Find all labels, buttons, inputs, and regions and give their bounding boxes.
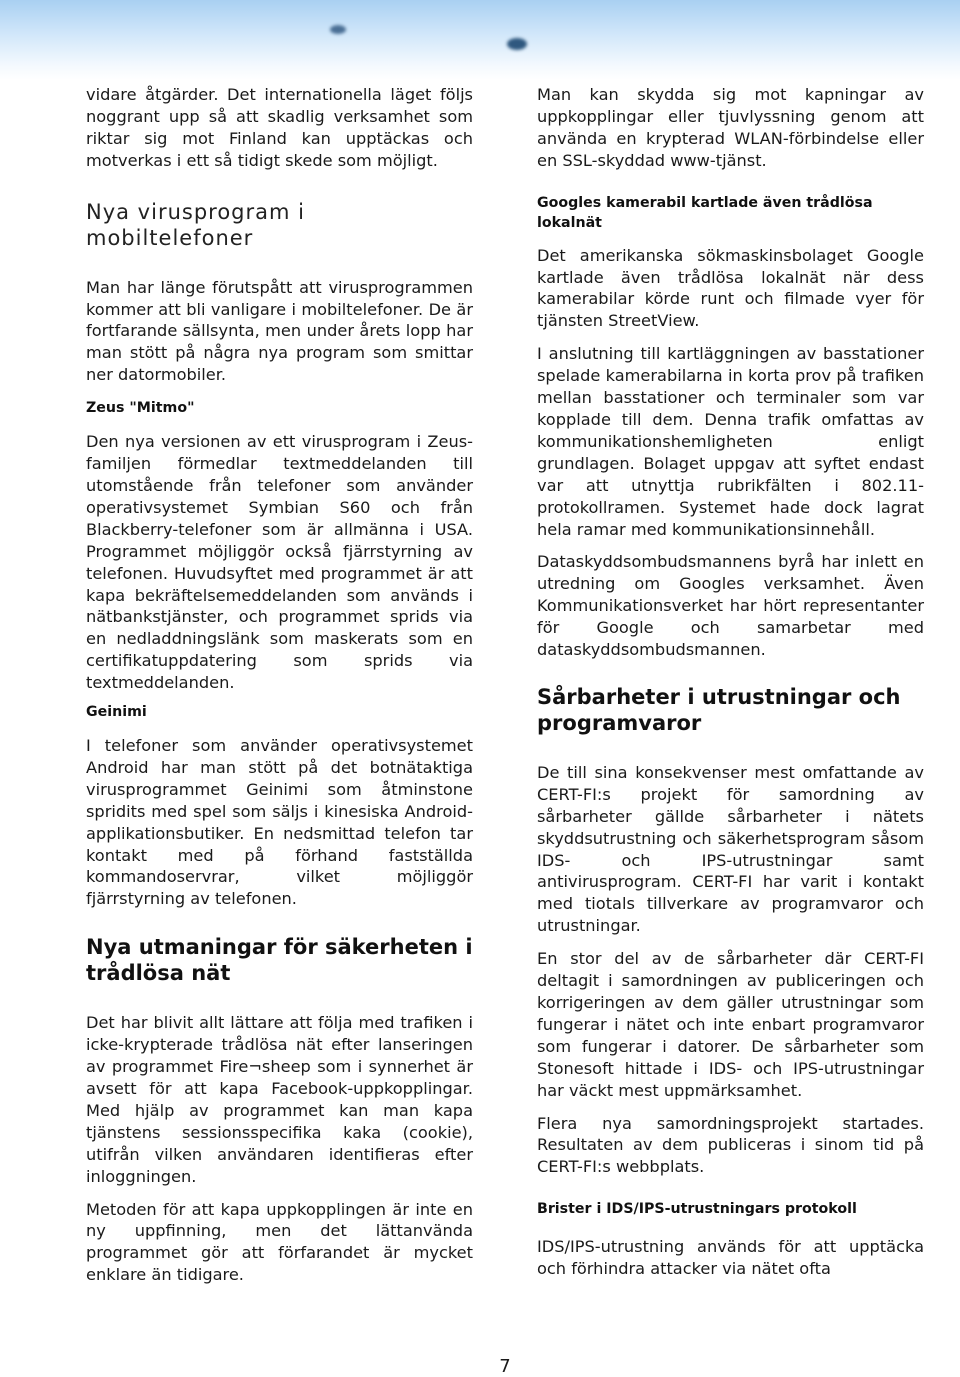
sentence: Programmet möjliggör också fjärrstyrning av telefonen. [86, 541, 473, 583]
paragraph [537, 948, 924, 1101]
sentence: CERT-FI har varit i kontakt med tiotals tillverkare av programvaror och utrustningar. [537, 872, 924, 936]
paragraph [537, 343, 924, 540]
paragraph: Man kan skydda sig mot kapningar av uppkopplingar eller tjuvlyssning genom att använda en krypterad WLAN-förbindelse eller en SSL-skyddad www-tjänst. [537, 85, 924, 170]
sentence: De är fortfarande sällsynta, men under årets lopp har man stött på några nya program som smittar ner datormobiler. [86, 299, 473, 385]
sentence: Systemet hade dock lagrat hela ramar med kommunikationsinnehåll. [537, 497, 924, 539]
sentence: Den nya versionen av ett virusprogram i Zeus-familjen förmedlar textmeddelanden till utomstående från telefoner som använder operativsystemet Symbian S60 och från Blackberry-telefoner som är allmänna i USA. [86, 432, 473, 539]
sentence: Bolaget uppgav att syftet endast var att utnyttja rubrikfälten i 802.11-protokollramen. [537, 453, 924, 517]
heading-virus-mobile: Nya virusprogram i mobiltelefoner [86, 199, 305, 250]
paragraph: Det amerikanska sökmaskinsbolaget Google kartlade även trådlösa lokalnät när dess kamerabilar körde runt och filmade vyer för tjänsten StreetView. [537, 245, 924, 331]
sentence: De sårbarheter som Stonesoft hittade i IDS- och IPS-utrustningar har väckt mest uppmärksamhet. [537, 1036, 924, 1100]
subheading-ids: Brister i IDS/IPS-utrustningars protokoll [537, 1201, 857, 1218]
sentence: Man har länge förutspått att virusprogrammen kommer att bli vanligare i mobiltelefoner. [86, 277, 473, 319]
sentence: Flera nya samordningsprojekt startades. [537, 1113, 924, 1133]
paragraph [86, 277, 473, 387]
sentence: En nedsmittad telefon tar kontakt med på förhand fastställda kommandoservrar, vilket möjliggör fjärrstyrning av telefonen. [86, 823, 473, 909]
sentence: Det har blivit allt lättare att följa med trafiken i icke-krypterade trådlösa nät efter lanseringen av programmet Fire¬sheep som i synnerhet är avsett för att kapa Facebook-uppkopplingar. [86, 1013, 473, 1098]
sentence: En stor del av de sårbarheter där CERT-FI deltagit i samordningen av publiceringen och korrigeringen av dem gäller utrustningar som fungerar i nätet och inte enbart programvaror som fungerar i datorer. [537, 949, 924, 1056]
right-column [537, 84, 924, 1280]
intro-paragraph: vidare åtgärder. Det internationella läget följs noggrant upp så att skadlig verksamhet som riktar sig mot Finland kan upptäckas och motverkas i ett så tidigt skede som möjligt. [86, 85, 473, 170]
sentence: Resultaten av dem publiceras i sinom tid på CERT-FI:s webbplats. [537, 1135, 924, 1177]
paragraph [86, 1012, 473, 1187]
page-number: 7 [499, 1356, 511, 1377]
subheading-zeus: Zeus "Mitmo" [86, 400, 195, 417]
decorative-blob [330, 25, 346, 34]
heading-wireless: Nya utmaningar för säkerheten i trådlösa nät [86, 935, 473, 986]
left-column [86, 84, 473, 1286]
heading-vulnerabilities: Sårbarheter i utrustningar och programvaror [537, 684, 901, 735]
paragraph [537, 762, 924, 937]
sentence: I telefoner som använder operativsystemet Android har man stött på det botnätaktiga virusprogrammet Geinimi som åtminstone spridits med spel som säljs i kinesiska Android-applikationsbutiker. [86, 736, 473, 843]
sentence: I anslutning till kartläggningen av basstationer spelade kamerabilarna in korta prov på trafiken mellan basstationer och terminaler som var kopplade till dem. [537, 344, 924, 429]
sentence: Denna trafik omfattas av kommunikationshemligheten enligt grundlagen. [537, 409, 924, 473]
sentence: Huvudsyftet med programmet är att kapa bekräftelsemeddelanden som används i nätbankstjänster, och programmet sprids via en nedladdningslänk som maskerats som en certifikatuppdatering som sprids via textmeddelanden. [86, 563, 473, 693]
paragraph: Metoden för att kapa uppkopplingen är inte en ny uppfinning, men det lättanvända programmet gör att förfarandet är mycket enklare än tidigare. [86, 1199, 473, 1285]
sentence: Med hjälp av programmet kan man kapa tjänstens sessionsspecifika kaka (cookie), utifrån vilken användaren identifieras efter inloggningen. [86, 1100, 473, 1186]
paragraph [86, 735, 473, 910]
decorative-blob [507, 38, 527, 50]
paragraph [86, 431, 473, 694]
paragraph: IDS/IPS-utrustning används för att upptäcka och förhindra attacker via nätet ofta [537, 1237, 924, 1279]
sentence: Även Kommunikationsverket har hört representanter för Google och samarbetar med dataskyddsombudsmannen. [537, 574, 924, 660]
paragraph [537, 551, 924, 661]
subheading-geinimi: Geinimi [86, 704, 147, 721]
paragraph [537, 1113, 924, 1179]
sentence: Dataskyddsombudsmannens byrå har inlett en utredning om Googles verksamhet. [537, 552, 924, 594]
header-banner [0, 0, 960, 80]
sentence: De till sina konsekvenser mest omfattande av CERT-FI:s projekt för samordning av sårbarheter gällde sårbarheter i nätets skyddsutrustning och säkerhetsprogram såsom IDS- och IPS-utrustningar samt antivirusprogram. [537, 762, 924, 892]
subheading-google: Googles kamerabil kartlade även trådlösa lokalnät [537, 194, 873, 231]
